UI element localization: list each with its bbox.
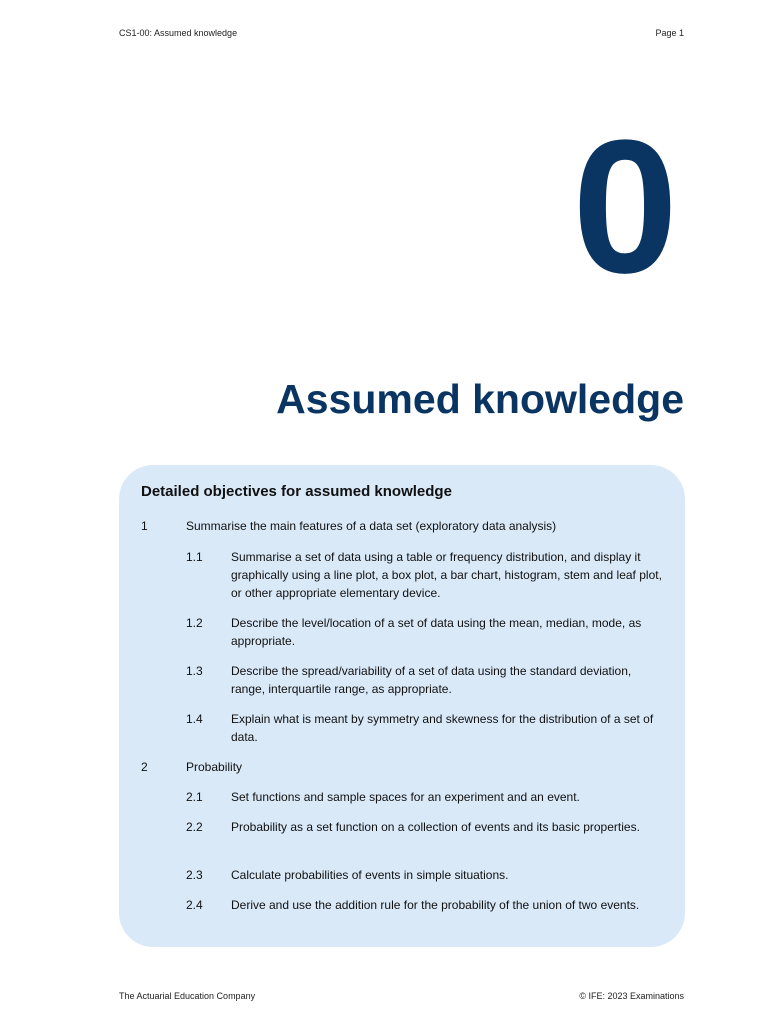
- chapter-title: Assumed knowledge: [276, 376, 684, 422]
- objective-number: 2.3: [186, 868, 203, 882]
- objective-number: 2.1: [186, 790, 203, 804]
- running-header-title: CS1-00: Assumed knowledge: [119, 28, 238, 38]
- objective-number: 1.1: [186, 550, 203, 564]
- objective-1-1: [186, 548, 666, 602]
- objective-number: 1.4: [186, 712, 203, 726]
- objective-text: Set functions and sample spaces for an experiment and an event.: [231, 790, 580, 804]
- objective-text: Probability as a set function on a collection of events and its basic properties.: [231, 820, 640, 834]
- objective-text: Derive and use the addition rule for the probability of the union of two events.: [231, 898, 640, 912]
- objective-number: 2: [141, 760, 148, 774]
- objective-number: 2.2: [186, 820, 203, 834]
- objective-2-4: [186, 896, 666, 914]
- objective-text: Summarise the main features of a data set (exploratory data analysis): [186, 519, 557, 533]
- objective-2-2: [186, 818, 666, 836]
- objective-1-3: [186, 662, 666, 698]
- footer-publisher: The Actuarial Education Company: [119, 991, 256, 1001]
- objective-number: 1.2: [186, 616, 203, 630]
- objectives-title: Detailed objectives for assumed knowledge: [141, 483, 452, 500]
- footer-copyright: © IFE: 2023 Examinations: [579, 991, 684, 1001]
- objective-text: Probability: [186, 760, 243, 774]
- objective-2: [141, 758, 661, 776]
- objective-number: 2.4: [186, 898, 203, 912]
- objective-1-4: [186, 710, 666, 746]
- chapter-number: 0: [572, 101, 678, 313]
- objective-1: [141, 517, 661, 535]
- objective-text: Calculate probabilities of events in simple situations.: [231, 868, 509, 882]
- objective-1-2: [186, 614, 666, 650]
- objective-2-3: [186, 866, 666, 884]
- objective-2-1: [186, 788, 666, 806]
- objective-text: Explain what is meant by symmetry and skewness for the distribution of a set of data.: [231, 712, 654, 744]
- page-number: Page 1: [655, 28, 684, 38]
- objective-text: Describe the spread/variability of a set of data using the standard deviation, range, interquartile range, as appropriate.: [231, 664, 632, 696]
- objective-text: Summarise a set of data using a table or frequency distribution, and display it graphically using a line plot, a box plot, a bar chart, histogram, stem and leaf plot, or other appropriate elementary device.: [231, 550, 662, 600]
- objective-number: 1.3: [186, 664, 203, 678]
- objectives-box: [119, 465, 685, 947]
- objective-number: 1: [141, 519, 148, 533]
- objective-text: Describe the level/location of a set of data using the mean, median, mode, as appropriate.: [231, 616, 642, 648]
